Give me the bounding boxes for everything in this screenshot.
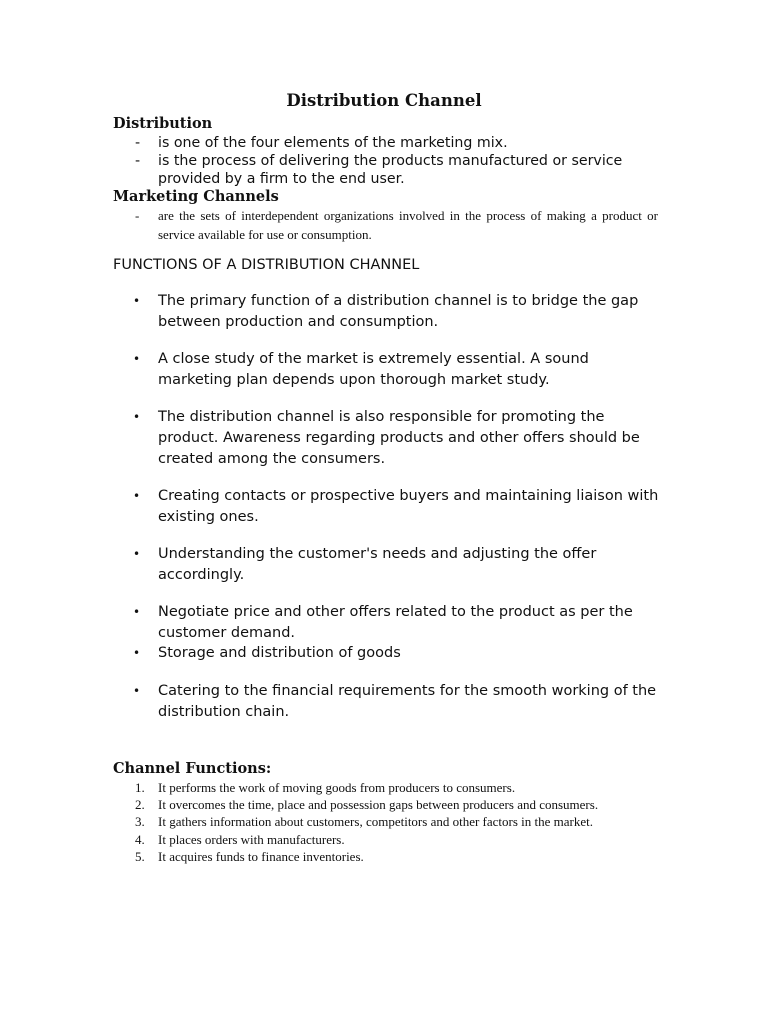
list-item-text: Negotiate price and other offers related to the product as per the customer demand. [158,604,633,641]
list-item [113,779,654,796]
dash-marker: - [135,208,140,223]
list-item [113,848,654,865]
list-item-text: It overcomes the time, place and possession gaps between producers and consumers. [158,797,599,813]
bullet-icon: • [133,684,141,698]
list-item [113,796,654,813]
list-item [113,486,703,528]
list-item-text: A close study of the market is extremely essential. A sound marketing plan depends upon thorough market study. [158,351,589,388]
dash-marker: - [135,153,141,169]
bullet-icon: • [133,605,141,619]
list-item-text: It acquires funds to finance inventories. [158,848,364,864]
bullet-icon: • [133,646,141,660]
list-number: 2. [135,797,145,813]
dash-marker: - [135,135,141,151]
list-item-text: is the process of delivering the products manufactured or service provided by a firm to the end user. [158,153,623,187]
channel-functions-list [113,779,654,865]
list-number: 5. [135,848,145,864]
list-item [113,206,658,244]
list-item [113,831,654,848]
list-item-text: The primary function of a distribution channel is to bridge the gap between production and consumption. [158,293,639,330]
list-item-text: Creating contacts or prospective buyers and maintaining liaison with existing ones. [158,488,659,525]
list-item-text: are the sets of interdependent organizations involved in the process of making a product or service available for use or consumption. [158,208,658,242]
list-item [113,813,654,830]
list-item [113,681,703,723]
list-number: 3. [135,814,145,830]
list-item-text: It performs the work of moving goods from producers to consumers. [158,780,516,795]
list-item [113,291,658,333]
list-number: 4. [135,831,145,847]
list-item [113,349,658,391]
list-item-text: The distribution channel is also responsible for promoting the product. Awareness regarding products and other offers should be created among the consumers. [158,409,640,467]
bullet-icon: • [133,352,141,366]
list-item-text: It gathers information about customers, competitors and other factors in the market. [158,814,594,830]
distribution-list [113,134,658,188]
bullet-icon: • [133,410,141,424]
list-item [113,544,668,586]
bullet-icon: • [133,294,141,308]
list-item [113,152,658,188]
bullet-icon: • [133,547,141,561]
document-title: Distribution Channel [286,91,482,110]
channel-functions-heading: Channel Functions: [113,760,272,777]
list-item [113,602,703,644]
list-item [113,134,658,152]
bullet-icon: • [133,489,141,503]
list-item-text: is one of the four elements of the marketing mix. [158,135,508,151]
marketing-channels-heading: Marketing Channels [113,188,279,205]
list-item-text: It places orders with manufacturers. [158,831,345,847]
list-item-text: Storage and distribution of goods [158,645,401,661]
marketing-channels-list [113,206,658,244]
list-item-text: Catering to the financial requirements for the smooth working of the distribution chain. [158,683,657,720]
list-item [113,407,668,470]
distribution-heading: Distribution [113,115,213,132]
list-number: 1. [135,780,145,795]
functions-heading: FUNCTIONS OF A DISTRIBUTION CHANNEL [113,257,420,273]
list-item-text: Understanding the customer's needs and adjusting the offer accordingly. [158,546,597,583]
list-item [113,643,703,664]
